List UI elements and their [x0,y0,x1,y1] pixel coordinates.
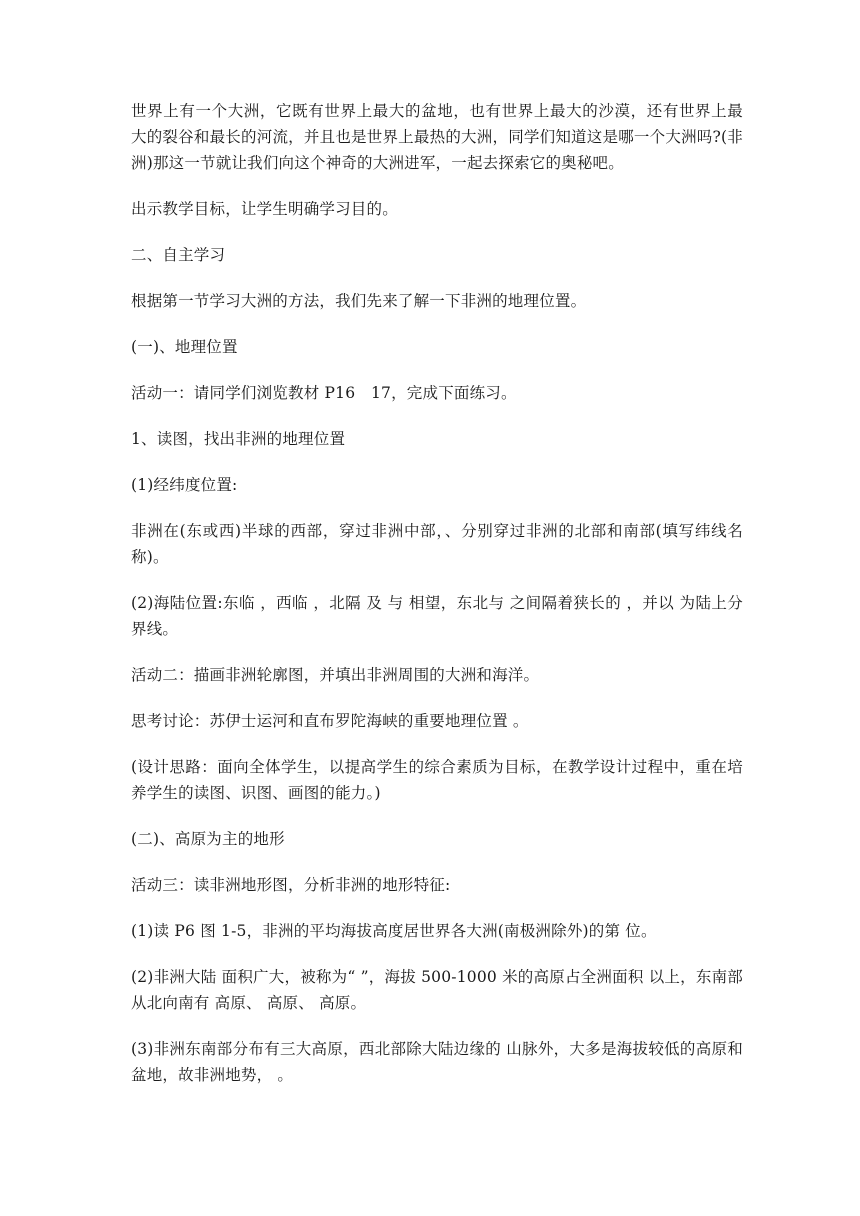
hemisphere-paragraph: 非洲在(东或西)半球的西部，穿过非洲中部，、分别穿过非洲的北部和南部(填写纬线名称)。 [131,522,743,566]
terrain-question-1: (1)读 P6 图 1-5，非洲的平均海拔高度居世界各大洲(南极洲除外)的第 位。 [131,922,657,940]
activity-one-paragraph: 活动一：请同学们浏览教材 P16 17，完成下面练习。 [131,384,517,402]
lat-long-heading: (1)经纬度位置: [131,476,238,494]
activity-two-paragraph: 活动二：描画非洲轮廓图，并填出非洲周围的大洲和海洋。 [131,666,540,684]
intro-paragraph: 世界上有一个大洲，它既有世界上最大的盆地，也有世界上最大的沙漠，还有世界上最大的裂谷和最长的河流，并且也是世界上最热的大洲，同学们知道这是哪一个大洲吗?(非洲)那这一节就让我们向这个神奇的大洲进军，一起去探索它的奥秘吧。 [131,102,743,172]
subsection-heading-location: (一)、地理位置 [131,338,238,356]
subsection-heading-terrain: (二)、高原为主的地形 [131,830,285,848]
method-paragraph: 根据第一节学习大洲的方法，我们先来了解一下非洲的地理位置。 [131,292,587,310]
section-heading-self-study: 二、自主学习 [131,246,226,264]
terrain-question-3: (3)非洲东南部分布有三大高原，西北部除大陆边缘的 山脉外，大多是海拔较低的高原和盆地，故非洲地势， 。 [131,1040,743,1084]
task-one-heading: 1、读图，找出非洲的地理位置 [131,430,346,448]
discussion-paragraph: 思考讨论：苏伊士运河和直布罗陀海峡的重要地理位置 。 [131,712,529,730]
document-body [131,98,743,1108]
activity-three-paragraph: 活动三：读非洲地形图，分析非洲的地形特征: [131,876,451,894]
sea-land-paragraph: (2)海陆位置:东临 ，西临 ，北隔 及 与 相望，东北与 之间隔着狭长的 ，并以 为陆上分界线。 [131,594,743,638]
design-note-paragraph: (设计思路：面向全体学生，以提高学生的综合素质为目标，在教学设计过程中，重在培养学生的读图、识图、画图的能力。) [131,758,743,802]
objective-paragraph: 出示教学目标，让学生明确学习目的。 [131,200,398,218]
terrain-question-2: (2)非洲大陆 面积广大，被称为“ ”，海拔 500-1000 米的高原占全洲面积 以上，东南部从北向南有 高原、 高原、 高原。 [131,968,743,1012]
